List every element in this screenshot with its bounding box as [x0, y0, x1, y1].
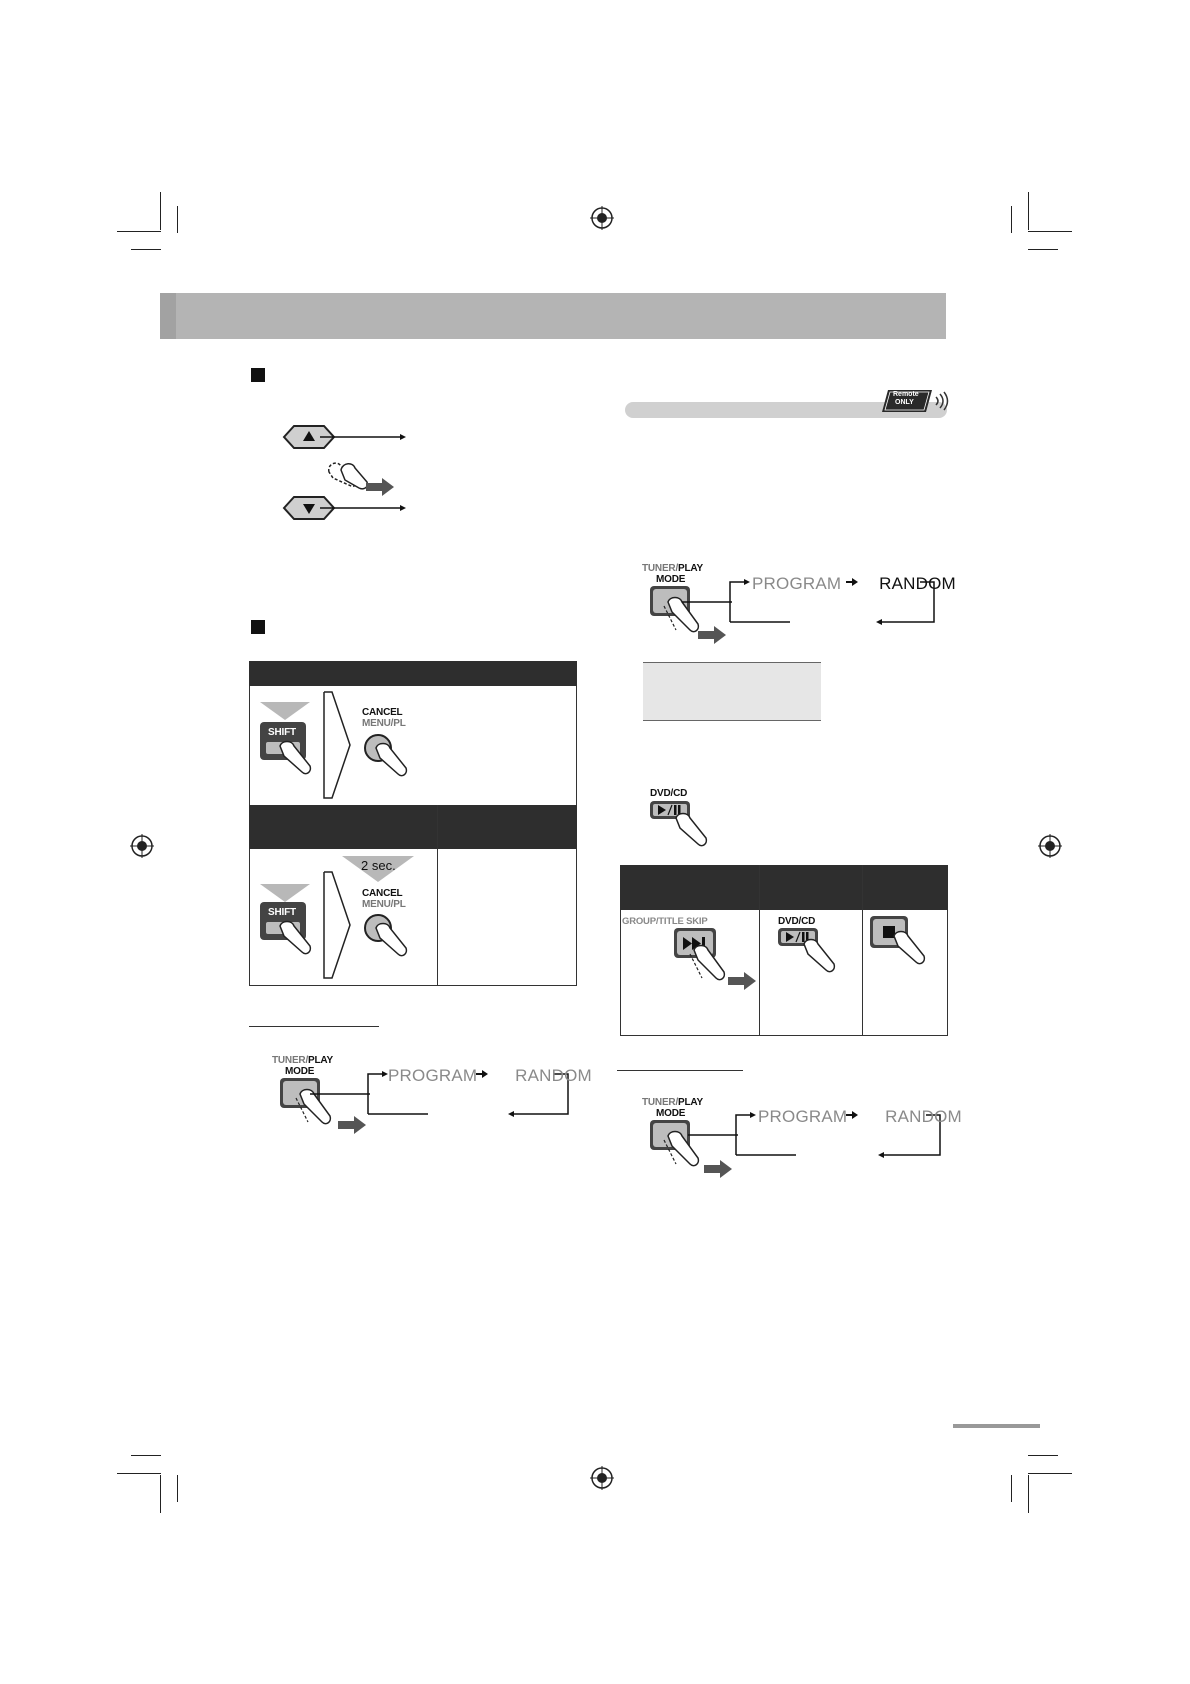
cancel-label: CANCEL [362, 888, 403, 899]
cancel-label: CANCEL [362, 707, 403, 718]
table-divider [862, 865, 863, 1036]
section-bullet [251, 620, 265, 634]
section-bullet [251, 368, 265, 382]
finger-press-icon [276, 920, 326, 960]
note-box [643, 662, 821, 721]
registration-mark-icon [590, 1466, 614, 1490]
random-label: RANDOM [879, 574, 956, 593]
registration-mark-icon [590, 206, 614, 230]
program-label: PROGRAM [758, 1107, 848, 1126]
note-rule [617, 1070, 743, 1071]
finger-press-icon [372, 922, 422, 962]
finger-press-icon [800, 938, 850, 978]
table-header [620, 865, 759, 910]
section-header-tab [160, 293, 176, 339]
cursor-up-icon[interactable] [280, 422, 410, 452]
registration-mark-icon [130, 834, 154, 858]
hold-time-label: 2 sec. [361, 858, 396, 873]
dvdcd-label: DVD/CD [778, 916, 816, 927]
finger-press-icon [372, 742, 422, 782]
random-label: RANDOM [885, 1107, 962, 1126]
remote-badge-line2: ONLY [895, 399, 914, 406]
group-title-skip-label: GROUP/TITLE SKIP [622, 916, 708, 927]
tuner-play-label: TUNER/PLAY [642, 563, 703, 574]
dvdcd-label: DVD/CD [650, 788, 688, 799]
mode-flow-right-top [752, 575, 956, 592]
finger-press-icon [672, 812, 722, 852]
remote-badge-line1: Remote [893, 391, 919, 398]
table-divider [759, 865, 760, 1036]
page-number-rule [953, 1424, 1040, 1428]
program-label: PROGRAM [752, 574, 842, 593]
registration-mark-icon [1038, 834, 1062, 858]
table-header [760, 865, 862, 910]
shift-label: SHIFT [268, 727, 296, 738]
mode-flow-left [388, 1067, 592, 1084]
mode-label: MODE [656, 574, 686, 585]
chevron-icon [322, 690, 352, 800]
table-header [249, 661, 577, 686]
random-label: RANDOM [515, 1066, 592, 1085]
chevron-icon [322, 870, 352, 980]
finger-press-icon [276, 740, 326, 780]
mode-flow-right-bottom [758, 1108, 962, 1125]
finger-press-icon [890, 930, 940, 970]
tuner-play-label: TUNER/PLAY [642, 1097, 703, 1108]
table-header [863, 865, 948, 910]
mode-label: MODE [656, 1108, 686, 1119]
menu-pl-label: MENU/PL [362, 718, 406, 729]
section-header-bar [160, 293, 946, 339]
note-rule [249, 1026, 379, 1027]
table-header [249, 805, 437, 849]
mode-label: MODE [285, 1066, 315, 1077]
tuner-play-label: TUNER/PLAY [272, 1055, 333, 1066]
arrow-right-icon [728, 972, 758, 990]
menu-pl-label: MENU/PL [362, 899, 406, 910]
arrow-right-icon [260, 702, 310, 722]
arrow-right-icon [260, 884, 310, 904]
shift-label: SHIFT [268, 907, 296, 918]
program-label: PROGRAM [388, 1066, 478, 1085]
table-header [438, 805, 577, 849]
arrow-right-icon [366, 478, 396, 496]
table-divider [437, 805, 438, 986]
